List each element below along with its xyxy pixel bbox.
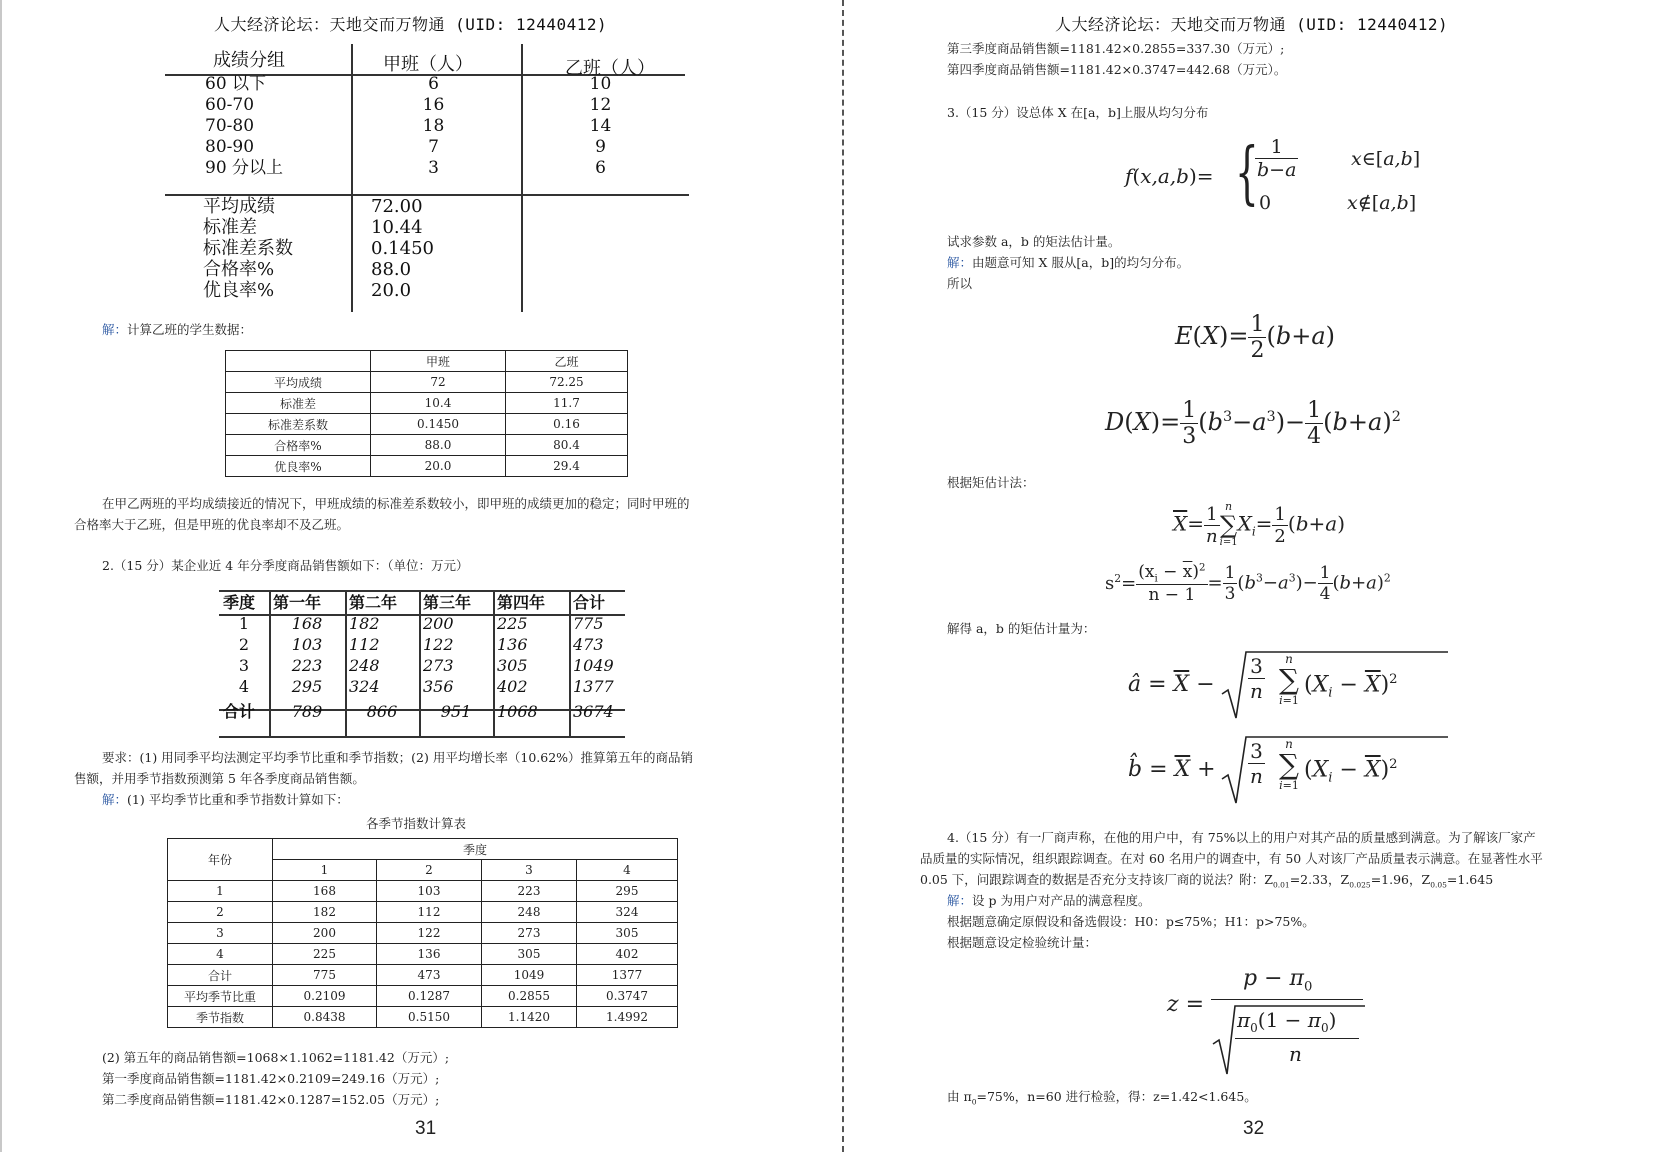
class-compare-table — [225, 350, 628, 477]
question-3: 3.（15 分）设总体 X 在[a，b]上服从均匀分布 — [947, 105, 1209, 120]
cell: 72.00 — [371, 196, 423, 217]
cell: 775 — [573, 614, 604, 633]
cell: 324 — [577, 902, 678, 923]
cell: 0.8438 — [273, 1007, 377, 1028]
question-4-line-3 — [920, 871, 1493, 895]
cell: 合格率% — [226, 435, 371, 456]
cell: 10.4 — [371, 393, 506, 414]
table-row — [205, 74, 685, 95]
page-number: 32 — [1243, 1118, 1265, 1139]
cell: 9 — [595, 137, 606, 157]
conclusion-line-2: 合格率大于乙班，但是甲班的优良率却不及乙班。 — [74, 517, 350, 532]
cell: 1 — [168, 881, 273, 902]
cell: 112 — [349, 635, 380, 654]
cell: 182 — [349, 614, 380, 633]
cell: 72 — [371, 372, 506, 393]
cell: 合格率% — [203, 259, 275, 280]
table-header-row — [219, 592, 625, 613]
page-32 — [845, 0, 1673, 1152]
page-number: 31 — [415, 1118, 437, 1139]
cell: 20.0 — [371, 280, 412, 301]
table-row — [226, 456, 628, 477]
cell: 0.2855 — [482, 986, 577, 1007]
question-4-line-2: 品质量的实际情况，组织跟踪调查。在对 60 名用户的调查中，有 50 人对该厂产品质量表示满意。在显著性水平 — [920, 851, 1543, 866]
cell: 1 — [273, 860, 377, 881]
page-header: 人大经济论坛：天地交而万物通 (UID: 12440412) — [1055, 15, 1449, 34]
cell: 0.3747 — [577, 986, 678, 1007]
cell: 3 — [238, 656, 250, 675]
conclusion-line-1: 在甲乙两班的平均成绩接近的情况下，甲班成绩的标准差系数较小，即甲班的成绩更加的稳定；同时甲班的 — [102, 496, 690, 511]
solution-1-line — [102, 321, 252, 339]
solution-label: 解： — [102, 792, 128, 807]
z-subscript: 0.05 — [1430, 880, 1447, 890]
cell: 402 — [577, 944, 678, 965]
cell: 182 — [273, 902, 377, 923]
table-row — [203, 196, 503, 217]
expectation-formula: E(X)= $\frac{1}{2}$ (b+a) — [1175, 312, 1336, 363]
cell: 4 — [238, 677, 250, 696]
cell: 2 — [168, 902, 273, 923]
cell: 112 — [377, 902, 482, 923]
solution-text: 计算乙班的学生数据： — [127, 322, 253, 337]
b-hat-formula: b̂ = $\overline{X}$ + $\frac{3}{n}$ n ∑ i=1 $(X_i - \overline{X})^2$ — [1128, 735, 1448, 807]
cell: 88.0 — [371, 435, 506, 456]
header-class-b: 乙班（人） — [565, 58, 655, 79]
cell: 305 — [497, 656, 528, 675]
table-total-row — [219, 697, 625, 725]
cell: 甲班 — [371, 351, 506, 372]
cell: 3 — [428, 158, 439, 178]
header-class-a: 甲班（人） — [383, 54, 473, 75]
cell: 80.4 — [506, 435, 628, 456]
cell: 3 — [168, 923, 273, 944]
cell: 866 — [366, 701, 398, 721]
z-statistic-formula: z = $p - \pi_0$ $\pi_0(1 - \pi_0)$ n — [1167, 966, 1367, 1076]
cell: 122 — [377, 923, 482, 944]
cell: 0.1287 — [377, 986, 482, 1007]
cell: 4 — [577, 860, 678, 881]
page-header: 人大经济论坛：天地交而万物通 (UID: 12440412) — [214, 15, 608, 34]
cell: 72.25 — [506, 372, 628, 393]
cell: 第二年 — [349, 593, 398, 612]
table-row — [226, 414, 628, 435]
cell: 1.1420 — [482, 1007, 577, 1028]
density-formula: f(x,a,b)= { $\frac{1}{b-a}$ x∈[a,b] 0 x∉[a,b] — [1125, 134, 1421, 214]
question-2: 2.（15 分）某企业近 4 年分季度商品销售额如下：（单位：万元） — [102, 558, 469, 573]
cell: 0.1450 — [371, 414, 506, 435]
cell: 10 — [589, 74, 612, 94]
table-row — [168, 1007, 678, 1028]
solution-text: (1) 平均季节比重和季节指数计算如下： — [127, 792, 349, 807]
cell: 305 — [482, 944, 577, 965]
cell: 136 — [377, 944, 482, 965]
table-row — [205, 116, 685, 137]
table-header-row — [168, 839, 678, 860]
cell: 季度 — [273, 839, 678, 860]
cell: 225 — [497, 614, 528, 633]
scan-stats — [203, 196, 503, 301]
fifth-year-sales: (2) 第五年的商品销售额=1068×1.1062=1181.42（万元）; — [102, 1050, 450, 1065]
table-row — [168, 881, 678, 902]
seasonal-index-table — [167, 838, 678, 1028]
q4-sales: 第四季度商品销售额=1181.42×0.3747=442.68（万元）。 — [947, 62, 1287, 77]
result-line — [947, 1088, 1257, 1112]
question-3-ask: 试求参数 a，b 的矩法估计量。 — [947, 234, 1121, 249]
cell: 1377 — [577, 965, 678, 986]
cell: 平均成绩 — [226, 372, 371, 393]
table-row — [219, 655, 625, 676]
cell: 1.4992 — [577, 1007, 678, 1028]
cell: 优良率% — [203, 280, 275, 301]
table-row — [203, 238, 503, 259]
cell: 2 — [238, 635, 250, 654]
cell: 标准差系数 — [226, 414, 371, 435]
cell: 324 — [349, 677, 380, 696]
solution-text: 由题意可知 X 服从[a，b]的均匀分布。 — [972, 255, 1190, 270]
cell: 合计 — [168, 965, 273, 986]
solution-3-line — [947, 254, 1189, 272]
q1-sales: 第一季度商品销售额=1181.42×0.2109=249.16（万元）; — [102, 1071, 440, 1086]
cell: 951 — [440, 701, 472, 721]
cell: 295 — [291, 677, 323, 696]
table-row — [219, 613, 625, 634]
hypothesis-text: 根据题意确定原假设和备选假设：H0：p≤75%；H1：p>75%。 — [947, 914, 1315, 929]
cell: 20.0 — [371, 456, 506, 477]
table-row — [168, 944, 678, 965]
scanned-sales-table — [219, 590, 625, 740]
cell: 225 — [273, 944, 377, 965]
test-statistic-text: 根据题意设定检验统计量： — [947, 935, 1098, 950]
cell: 平均成绩 — [203, 196, 275, 217]
cell — [226, 351, 371, 372]
cell: 3674 — [573, 701, 614, 721]
result-text: 由 π — [947, 1089, 972, 1104]
table-row — [168, 902, 678, 923]
cell: 第三年 — [423, 593, 472, 612]
table-row — [205, 137, 685, 158]
cell: 季节指数 — [168, 1007, 273, 1028]
cell: 14 — [589, 116, 612, 136]
cell: 88.0 — [371, 259, 412, 280]
cell: 136 — [497, 635, 528, 654]
cell: 0.1450 — [371, 238, 434, 259]
cell: 10.44 — [371, 217, 423, 238]
cell: 168 — [273, 881, 377, 902]
q3-sales: 第三季度商品销售额=1181.42×0.2855=337.30（万元）; — [947, 41, 1285, 56]
pi-subscript: 0 — [971, 1097, 977, 1107]
cell: 273 — [423, 656, 454, 675]
cell: 248 — [349, 656, 380, 675]
table-row — [205, 158, 685, 179]
page-divider — [842, 0, 844, 1152]
table-row — [168, 965, 678, 986]
scan-rows — [205, 74, 685, 179]
header-group: 成绩分组 — [213, 50, 285, 71]
cell: 16 — [422, 95, 445, 115]
requirement-line-1: 要求：(1) 用同季平均法测定平均季节比重和季节指数；(2) 用平均增长率（10.62%）推算第五年的商品销 — [102, 750, 694, 765]
cell: 295 — [577, 881, 678, 902]
requirement-line-2: 售额，并用季节指数预测第 5 年各季度商品销售额。 — [74, 771, 365, 786]
result-text: =75%，n=60 进行检验，得：z=1.42<1.645。 — [976, 1089, 1257, 1104]
cell: 473 — [377, 965, 482, 986]
cell: 103 — [291, 635, 323, 654]
z-value: =1.645 — [1446, 872, 1494, 887]
cell: 合计 — [223, 701, 256, 721]
table-row — [203, 259, 503, 280]
sample-variance-formula: $s^2=$ $\frac{(x_i - \overline{x})^2}{n - 1}$ = $\frac{1}{3}$ $(b^3-a^3)-$ $\frac{1}{4}$ $(b+a)^2$ — [1105, 562, 1391, 606]
cell: 248 — [482, 902, 577, 923]
cell: 乙班 — [506, 351, 628, 372]
sample-mean-formula: $\overline{X}=$ $\frac{1}{n}$ n ∑ i=1 $X_i=$ $\frac{1}{2}$ (b+a) — [1173, 500, 1346, 548]
cell: 1049 — [482, 965, 577, 986]
cell: 200 — [273, 923, 377, 944]
cell: 775 — [273, 965, 377, 986]
table-row — [226, 393, 628, 414]
cell: 356 — [423, 677, 454, 696]
cell: 60 以下 — [205, 74, 267, 94]
moment-method-text: 根据矩估计法： — [947, 475, 1035, 490]
table-row — [226, 372, 628, 393]
table-row — [168, 923, 678, 944]
cell: 273 — [482, 923, 577, 944]
question-4-line-1: 4.（15 分）有一厂商声称，在他的用户中，有 75%以上的用户对其产品的质量感到满意。为了解该厂家产 — [947, 830, 1536, 845]
cell: 第四年 — [497, 593, 546, 612]
so-text: 所以 — [947, 276, 973, 291]
cell: 223 — [482, 881, 577, 902]
cell: 2 — [377, 860, 482, 881]
z-subscript: 0.025 — [1349, 880, 1371, 890]
cell: 90 分以上 — [205, 158, 284, 178]
q4-text: 0.05 下，问跟踪调查的数据是否充分支持该厂商的说法？附：Z — [920, 872, 1273, 887]
sales-rows — [219, 592, 625, 725]
cell: 7 — [428, 137, 439, 157]
solution-label: 解： — [102, 322, 128, 337]
solution-label: 解： — [947, 255, 973, 270]
cell: 1068 — [497, 701, 538, 721]
cell: 402 — [497, 677, 528, 696]
cell: 70-80 — [205, 116, 255, 136]
table-row — [219, 634, 625, 655]
cell: 标准差系数 — [203, 238, 293, 259]
cell: 0.2109 — [273, 986, 377, 1007]
cell: 标准差 — [203, 217, 257, 238]
cell: 1377 — [573, 677, 614, 696]
table-row — [168, 986, 678, 1007]
cell: 60-70 — [205, 95, 255, 115]
cell: 11.7 — [506, 393, 628, 414]
cell: 6 — [595, 158, 606, 178]
cell: 0.16 — [506, 414, 628, 435]
cell: 第一年 — [273, 593, 322, 612]
cell: 168 — [291, 614, 323, 633]
table-row — [203, 280, 503, 301]
cell: 103 — [377, 881, 482, 902]
solve-ab-text: 解得 a，b 的矩估计量为： — [947, 621, 1096, 636]
cell: 6 — [428, 74, 439, 94]
z-subscript: 0.01 — [1273, 880, 1290, 890]
cell: 18 — [422, 116, 445, 136]
table-row — [203, 217, 503, 238]
cell: 标准差 — [226, 393, 371, 414]
season-table-caption: 各季节指数计算表 — [366, 816, 467, 831]
cell: 12 — [589, 95, 612, 115]
cell: 1049 — [573, 656, 614, 675]
a-hat-formula: â = $\overline{X}$ − $\frac{3}{n}$ n ∑ i=1 $(X_i - \overline{X})^2$ — [1128, 650, 1448, 722]
q2-sales: 第二季度商品销售额=1181.42×0.1287=152.05（万元）; — [102, 1092, 440, 1107]
solution-4-line — [947, 892, 1150, 910]
scanned-grade-table — [165, 44, 689, 314]
cell: 473 — [573, 635, 604, 654]
z-value: =1.96，Z — [1370, 872, 1431, 887]
table-header-row — [226, 351, 628, 372]
cell: 平均季节比重 — [168, 986, 273, 1007]
table-row — [226, 435, 628, 456]
cell: 789 — [291, 701, 323, 721]
cell: 200 — [423, 614, 454, 633]
z-value: =2.33，Z — [1289, 872, 1350, 887]
cell: 29.4 — [506, 456, 628, 477]
solution-2-line — [102, 791, 349, 809]
cell: 305 — [577, 923, 678, 944]
cell: 优良率% — [226, 456, 371, 477]
cell: 3 — [482, 860, 577, 881]
cell: 合计 — [573, 593, 606, 612]
cell: 4 — [168, 944, 273, 965]
table-row — [219, 676, 625, 697]
cell: 季度 — [223, 593, 256, 612]
cell: 0.5150 — [377, 1007, 482, 1028]
cell: 年份 — [168, 839, 273, 881]
variance-formula: D(X)= $\frac{1}{3}$ $(b^3-a^3)-$ $\frac{1}{4}$ $(b+a)^2$ — [1105, 398, 1401, 449]
solution-text: 设 p 为用户对产品的满意程度。 — [972, 893, 1151, 908]
cell: 1 — [238, 614, 250, 633]
solution-label: 解： — [947, 893, 973, 908]
cell: 80-90 — [205, 137, 255, 157]
cell: 122 — [423, 635, 454, 654]
cell: 223 — [291, 656, 323, 675]
table-row — [205, 95, 685, 116]
